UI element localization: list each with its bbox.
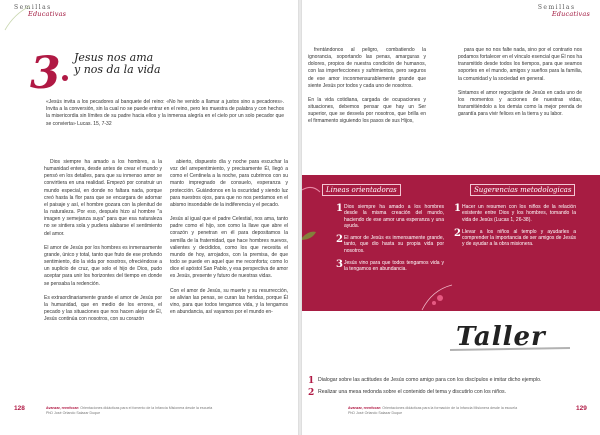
paragraph: Es extraordinariamente grande el amor de Jesús por la humanidad, que en medio de los errores, el pecado y las situaciones que nos hacen alejar de Él, Jesús continúa con nosotros, con su corazón <box>44 294 162 323</box>
item-text: Hacer un resumen con los niños de la relación existente entre Dios y los hombres, tomando la vida de Jesús (Lucas 1, 26-38). <box>462 204 576 223</box>
item-number: 1 <box>336 203 343 214</box>
left-page <box>0 0 298 435</box>
footer-text: Orientaciones didácticas para la formación de la Infancia Misionera desde la escuela <box>382 406 518 410</box>
footer-bold: Avanzar, reenfocar: <box>46 406 80 410</box>
band-left-heading: Lineas orientadoras <box>322 184 401 196</box>
page-number: 129 <box>576 405 587 412</box>
section-title <box>74 52 224 76</box>
list-item <box>336 204 444 229</box>
paragraph: para que no nos falte nada, sino por el contrario nos podamos fortalecer en el vínculo esencial que Él nos ha transmitido desde todos los tiempos, para que seamos soportes en el mundo, amigos y sueños para la familia, la comunidad y la sociedad en general. <box>458 47 582 82</box>
item-number: 1 <box>454 203 461 214</box>
orientation-list <box>336 204 444 279</box>
list-item <box>336 260 444 273</box>
footer-credit <box>348 406 548 415</box>
methodology-list <box>454 204 576 254</box>
left-column-1 <box>44 159 162 330</box>
item-number: 1 <box>308 376 315 386</box>
footer-credit <box>46 406 246 415</box>
paragraph: El amor de Jesús por los hombres es inmensamente grande, único y total, tanto que fruto de ese profundo sentimiento, dio la vida por nosotros, ofreciéndose a un suplicio de cruz, que solo el hijo de Dios, pudo aceptar para unir los horizontes del tiempo en donde se pensaba la redención. <box>44 244 162 287</box>
list-item <box>308 377 586 386</box>
list-item <box>454 204 576 223</box>
paragraph: Sintamos el amor regocijante de Jesús en cada uno de los momentos y acciones de nuestras vidas, transmitiéndolo a los demás como la mejor prenda de garantía para vivir felices en la tierra y su labor. <box>458 89 582 118</box>
band-right-heading: Sugerencias metodologicas <box>470 184 575 196</box>
paragraph: abierto, dispuesto día y noche para escuchar la voz del arrepentimiento, y precisamente Él, llegó a como el Centinela a la noche, para cubrirnos con su manto impregnado de consuelo, esperanza y protección. Guiándonos en la oscuridad y siendo luz para nuestros ojos, para que no nos perdamos en el abismo insondable de la indiferencia y el pecado. <box>170 159 288 208</box>
section-title-line-2: y nos da la vida <box>74 63 161 76</box>
item-number: 2 <box>454 227 461 239</box>
item-number: 2 <box>308 388 315 398</box>
paragraph: En la vida cotidiana, cargada de ocupaciones y situaciones, debemos pensar que hay un Ser superior, que se desvela por nosotros, que brilla en el firmamento siguiendo los pasos de sus Hijos, <box>308 96 426 125</box>
footer-author: PhD José Orlando Salazar Duque <box>348 410 403 415</box>
item-number: 3 <box>336 259 343 271</box>
brand-logo <box>538 4 590 18</box>
paragraph: frentándonos al peligro, combatiendo la ignorancia, soportando las penas, amarguras y dolores, propios de nuestra condición de humanos, con las imperfecciones y sufrimientos, pero seguros de ese amor inconmensurablemente grande que siente Jesús por todos y cada uno de nosotros. <box>308 47 426 89</box>
brand-name: Semillas <box>537 4 576 11</box>
item-text: Realizar una mesa redonda sobre el contenido del tema y discutirlo con los niños. <box>318 389 507 395</box>
right-column-1 <box>308 47 426 133</box>
section-number: 3 <box>30 48 61 99</box>
item-text: Dialogar sobre las actitudes de Jesús como amigo para con los discípulos e imitar dicho ejemplo. <box>318 377 542 383</box>
bible-quote: «Jesús invita a los pecadores al banquete del reino: «No he venido a llamar a justos sino a pecadores». Invita a la conversión, sin la cual no se puede entrar en el reino, pero les muestra de palabra y con hechos la misericordia sin límites de su padre hacia ellos y la inmensa alegría en el cielo por un solo pecador que se convierta» Lucas. 15, 7-32 <box>46 99 284 127</box>
paragraph: Con el amor de Jesús, su muerte y su resurrección, se alivian las penas, se curan las heridas, porque Él vino, para que todos tengamos vida, y la tengamos en abundancia, así vayamos por el mundo en- <box>170 287 288 315</box>
paragraph: Dios siempre ha amado a los hombres, a la humanidad entera, desde antes de crear el mundo y pensó en los detalles, para que su inmenso amor se convirtiera en una realidad. Empezó por construir un mundo especial, en donde no faltara nada, porque creó hasta la flor para que se encargara de adornar el paisaje y así, el hombre gozara con la plenitud de la naturaleza. Por eso, después hizo al hombre "a imagen y semejanza suya" para que esa naturaleza no se sintiera sola y pudiera alabarse el sentimiento del amor. <box>44 159 162 237</box>
footer-text: Orientaciones didácticas para el fomento de la Infancia Misionera desde la escuela <box>80 406 213 410</box>
leaf-decoration-icon <box>0 0 40 40</box>
brand-name: Semillas <box>14 4 52 11</box>
list-item <box>336 235 444 254</box>
item-number: 2 <box>336 234 343 246</box>
item-text: El amor de Jesús es inmensamente grande, tanto, que dio hasta su propia vida por nosotros. <box>344 235 444 254</box>
item-text: Jesús vino para que todos tengamos vida y la tengamos en abundancia. <box>344 260 444 273</box>
brand-subtitle: Educativas <box>551 10 590 18</box>
left-column-2 <box>170 159 288 323</box>
footer-bold: Avanzar, reenfocar: <box>348 406 382 410</box>
section-number-dot <box>62 75 68 81</box>
footer-author: PhD José Orlando Salazar Duque <box>46 410 101 415</box>
workshop-title: Taller <box>456 322 546 352</box>
brand-subtitle: Educativas <box>28 10 67 18</box>
right-column-2 <box>458 47 582 125</box>
item-text: Dios siempre ha amado a los hombres desde la misma creación del mundo, haciendo de ese amor una esperanza y una ayuda. <box>344 204 444 229</box>
list-item <box>454 229 576 248</box>
page-number: 128 <box>14 405 25 412</box>
workshop-list <box>308 377 586 401</box>
item-text: Llevar a los niños al templo y ayudarles a comprender la importancia de ser amigos de Jesús y de ayudar a la obra misionera. <box>462 228 576 248</box>
right-page <box>302 0 600 435</box>
list-item <box>308 389 586 398</box>
section-title-line-1: Jesus nos ama <box>74 51 154 64</box>
paragraph: Jesús al igual que el padre Celestial, nos ama, tanto padre como el hijo, son como la llave que abre el corazón y penetran en él para depositamos la semilla de la fraternidad, que hace hombres nuevos, valientes y decididos, como los que necesita el mundo de hoy, arrojados, con la premisa, de que todo se puede en aquel que me reconforta; como lo dice el apóstol San Pablo, y esa perspectiva de amor es Jesús, presente y futuro de nuestras vidas. <box>170 216 288 280</box>
